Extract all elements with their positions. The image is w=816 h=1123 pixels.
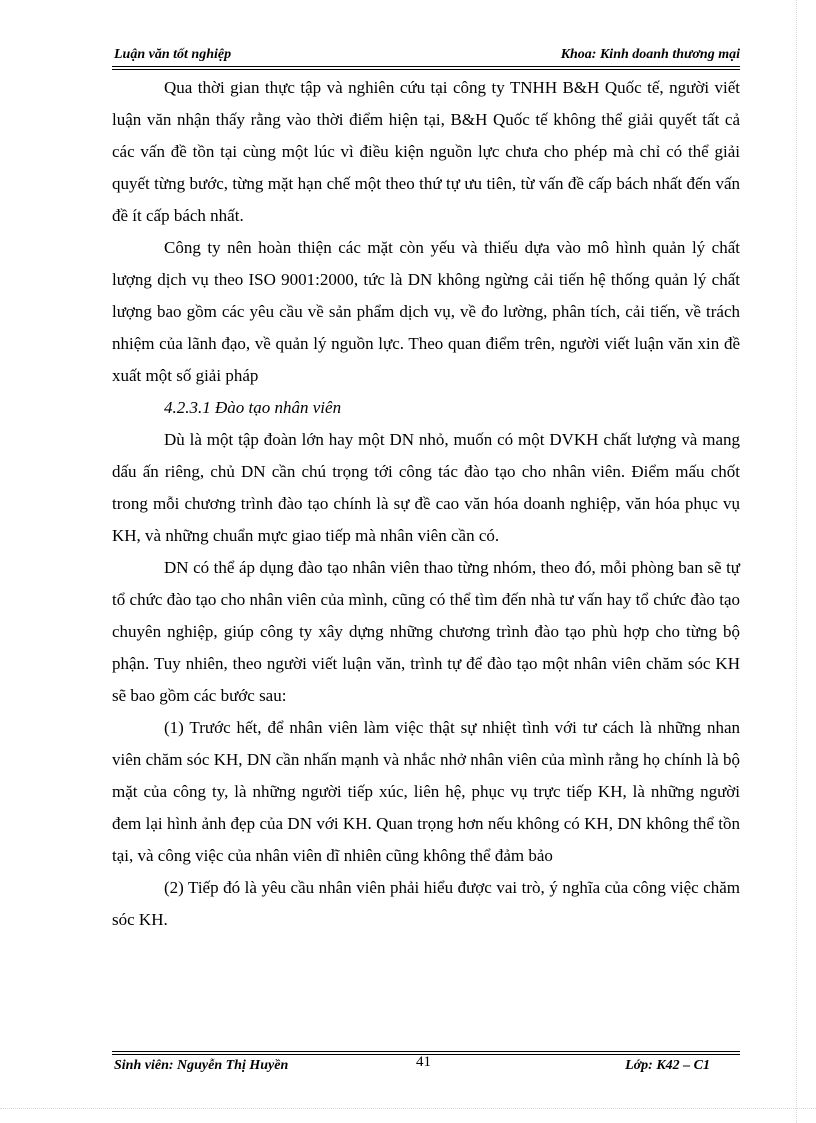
- section-heading: 4.2.3.1 Đào tạo nhân viên: [164, 398, 342, 417]
- header-faculty: Khoa: Kinh doanh thương mại: [560, 47, 740, 62]
- footer-class: Lớp: K42 – C1: [625, 1058, 710, 1073]
- paragraph: (2) Tiếp đó là yêu cầu nhân viên phải hiểu được vai trò, ý nghĩa của công việc chăm sóc KH.: [112, 878, 740, 929]
- footer-divider: [112, 1051, 740, 1052]
- page-body: [112, 72, 740, 936]
- header-divider: [112, 66, 740, 67]
- page-edge-bottom: [0, 1108, 816, 1109]
- page-edge-right: [796, 0, 797, 1123]
- paragraph: Công ty nên hoàn thiện các mặt còn yếu và thiếu dựa vào mô hình quản lý chất lượng dịch vụ theo ISO 9001:2000, tức là DN không ngừng cải tiến hệ thống quản lý chất lượng bao gồm các yêu cầu về sản phẩm dịch vụ, về đo lường, phân tích, cải tiến, về trách nhiệm của lãnh đạo, về quản lý nguồn lực. Theo quan điểm trên, người viết luận văn xin đề xuất một số giải pháp: [112, 238, 740, 385]
- page-footer: [112, 1056, 740, 1078]
- paragraph: Dù là một tập đoàn lớn hay một DN nhỏ, muốn có một DVKH chất lượng và mang dấu ấn riêng, chủ DN cần chú trọng tới công tác đào tạo cho nhân viên. Điểm mấu chốt trong mỗi chương trình đào tạo chính là sự đề cao văn hóa doanh nghiệp, văn hóa phục vụ KH, và những chuẩn mực giao tiếp mà nhân viên cần có.: [112, 430, 740, 545]
- page-number: 41: [416, 1054, 431, 1070]
- page-header: [112, 46, 740, 66]
- header-thesis-title: Luận văn tốt nghiệp: [114, 47, 232, 62]
- header-divider-second: [112, 69, 740, 70]
- paragraph: (1) Trước hết, để nhân viên làm việc thật sự nhiệt tình với tư cách là những nhan viên chăm sóc KH, DN cần nhấn mạnh và nhắc nhở nhân viên của mình rằng họ chính là bộ mặt của công ty, là những người tiếp xúc, liên hệ, phục vụ trực tiếp KH, là những người đem lại hình ảnh đẹp của DN với KH. Quan trọng hơn nếu không có KH, DN không thể tồn tại, và công việc của nhân viên dĩ nhiên cũng không thể đảm bảo: [112, 718, 740, 865]
- footer-student-name: Sinh viên: Nguyễn Thị Huyền: [114, 1058, 289, 1073]
- paragraph: Qua thời gian thực tập và nghiên cứu tại công ty TNHH B&H Quốc tế, người viết luận văn nhận thấy rằng vào thời điểm hiện tại, B&H Quốc tế không thể giải quyết tất cả các vấn đề tồn tại cùng một lúc vì điều kiện nguồn lực chưa cho phép mà chỉ có thể giải quyết từng bước, từng mặt hạn chế một theo thứ tự ưu tiên, từ vấn đề cấp bách nhất đến vấn đề ít cấp bách nhất.: [112, 78, 740, 225]
- paragraph: DN có thể áp dụng đào tạo nhân viên thao từng nhóm, theo đó, mỗi phòng ban sẽ tự tổ chức đào tạo cho nhân viên của mình, cũng có thể tìm đến nhà tư vấn hay tổ chức đào tạo chuyên nghiệp, giúp công ty xây dựng những chương trình đào tạo phù hợp cho từng bộ phận. Tuy nhiên, theo người viết luận văn, trình tự để đào tạo một nhân viên chăm sóc KH sẽ bao gồm các bước sau:: [112, 558, 740, 705]
